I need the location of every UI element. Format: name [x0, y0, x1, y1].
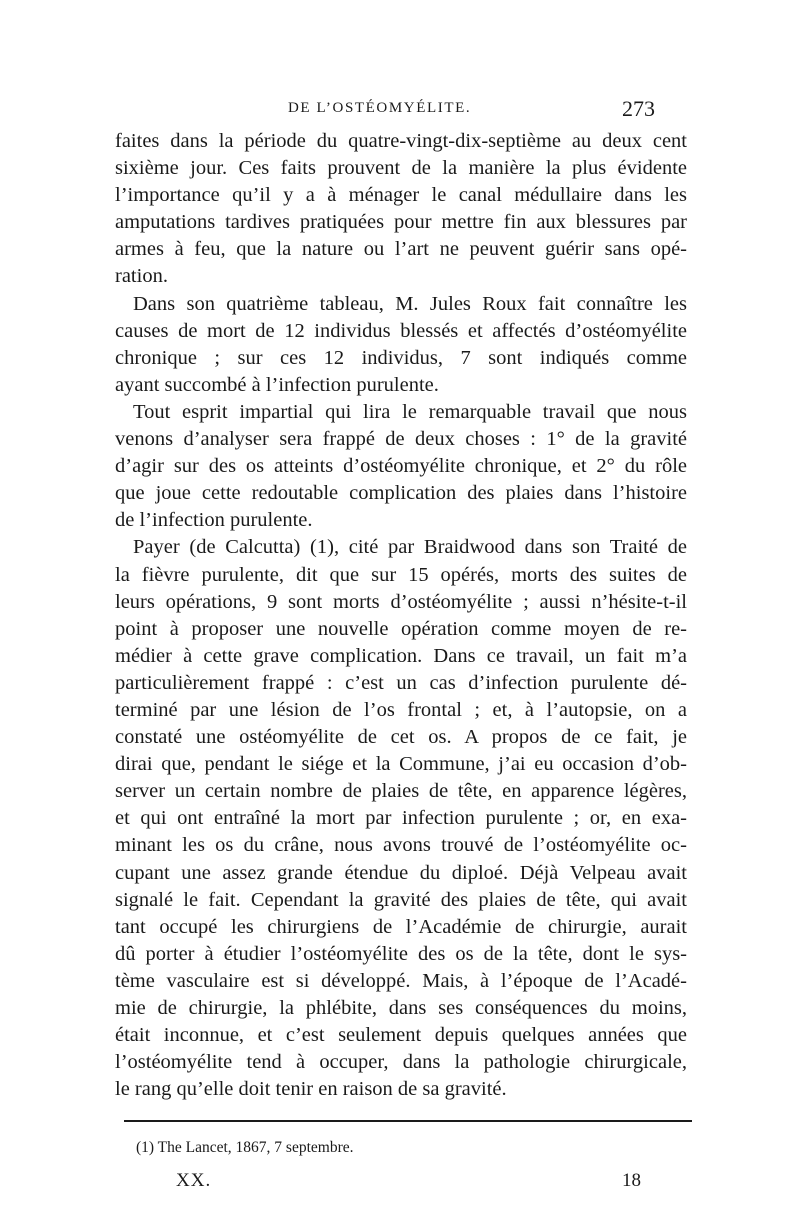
text-line: server un certain nombre de plaies de tête, en apparence légères, [115, 780, 687, 803]
text-line: médier à cette grave complication. Dans ce travail, un fait m’a [115, 644, 687, 667]
text-line: armes à feu, que la nature ou l’art ne peuvent guérir sans opé- [115, 238, 687, 261]
text-line: particulièrement frappé : c’est un cas d’infection purulente dé- [115, 671, 687, 694]
text-line: Dans son quatrième tableau, M. Jules Roux fait connaître les [133, 292, 687, 315]
text-line: chronique ; sur ces 12 individus, 7 sont indiqués comme [115, 346, 687, 369]
text-line: Payer (de Calcutta) (1), cité par Braidwood dans son Traité de [133, 536, 687, 559]
text-line: mie de chirurgie, la phlébite, dans ses conséquences du moins, [115, 997, 687, 1019]
page-number: 273 [622, 96, 655, 121]
text-line: l’importance qu’il y a à ménager le canal médullaire dans les [115, 184, 687, 207]
footnote: (1) The Lancet, 1867, 7 septembre. [136, 1139, 354, 1156]
text-line: faites dans la période du quatre-vingt-dix-septième au deux cent [115, 130, 687, 152]
text-line: minant les os du crâne, nous avons trouvé de l’ostéomyélite oc- [115, 834, 687, 857]
text-line: était inconnue, et c’est seulement depuis quelques années que [115, 1024, 687, 1047]
text-line: tème vasculaire est si développé. Mais, à l’époque de l’Acadé- [115, 969, 687, 992]
text-line: Tout esprit impartial qui lira le remarquable travail que nous [133, 400, 687, 423]
text-line: terminé par une lésion de l’os frontal ; et, à l’autopsie, on a [115, 698, 687, 721]
text-line: signalé le fait. Cependant la gravité des plaies de tête, qui avait [115, 888, 687, 911]
text-line: dirai que, pendant le siége et la Commune, j’ai eu occasion d’ob- [115, 753, 687, 776]
text-line: tant occupé les chirurgiens de l’Académie de chirurgie, aurait [115, 915, 687, 938]
text-line: et qui ont entraîné la mort par infection purulente ; or, en exa- [115, 807, 687, 830]
text-line: cupant une assez grande étendue du diploé. Déjà Velpeau avait [115, 861, 687, 884]
text-line: point à proposer une nouvelle opération comme moyen de re- [115, 617, 687, 640]
text-line: leurs opérations, 9 sont morts d’ostéomyélite ; aussi n’hésite-t-il [115, 590, 687, 613]
sheet-number: 18 [622, 1170, 641, 1191]
text-line: que joue cette redoutable complication des plaies dans l’histoire [115, 482, 687, 505]
text-line: venons d’analyser sera frappé de deux choses : 1° de la gravité [115, 428, 687, 451]
running-head [0, 96, 800, 124]
footnote-rule [124, 1120, 692, 1122]
text-line: ayant succombé à l’infection purulente. [115, 373, 439, 396]
text-line: amputations tardives pratiquées pour mettre fin aux blessures par [115, 211, 687, 234]
text-line: de l’infection purulente. [115, 509, 313, 532]
text-line: le rang qu’elle doit tenir en raison de sa gravité. [115, 1078, 507, 1101]
body-text [115, 128, 687, 1103]
text-line: dû porter à étudier l’ostéomyélite des os de la tête, dont le sys- [115, 942, 687, 965]
text-line: constaté une ostéomyélite de cet os. A propos de ce fait, je [115, 726, 687, 749]
signature-mark: XX. [176, 1170, 212, 1191]
text-line: ration. [115, 265, 168, 288]
text-line: causes de mort de 12 individus blessés et affectés d’ostéomyélite [115, 319, 687, 342]
text-line: l’ostéomyélite tend à occuper, dans la pathologie chirurgicale, [115, 1051, 687, 1074]
text-line: la fièvre purulente, dit que sur 15 opérés, morts des suites de [115, 563, 687, 586]
running-title: DE L’OSTÉOMYÉLITE. [288, 100, 472, 116]
text-line: d’agir sur des os atteints d’ostéomyélite chronique, et 2° du rôle [115, 455, 687, 478]
text-line: sixième jour. Ces faits prouvent de la manière la plus évidente [115, 157, 687, 180]
